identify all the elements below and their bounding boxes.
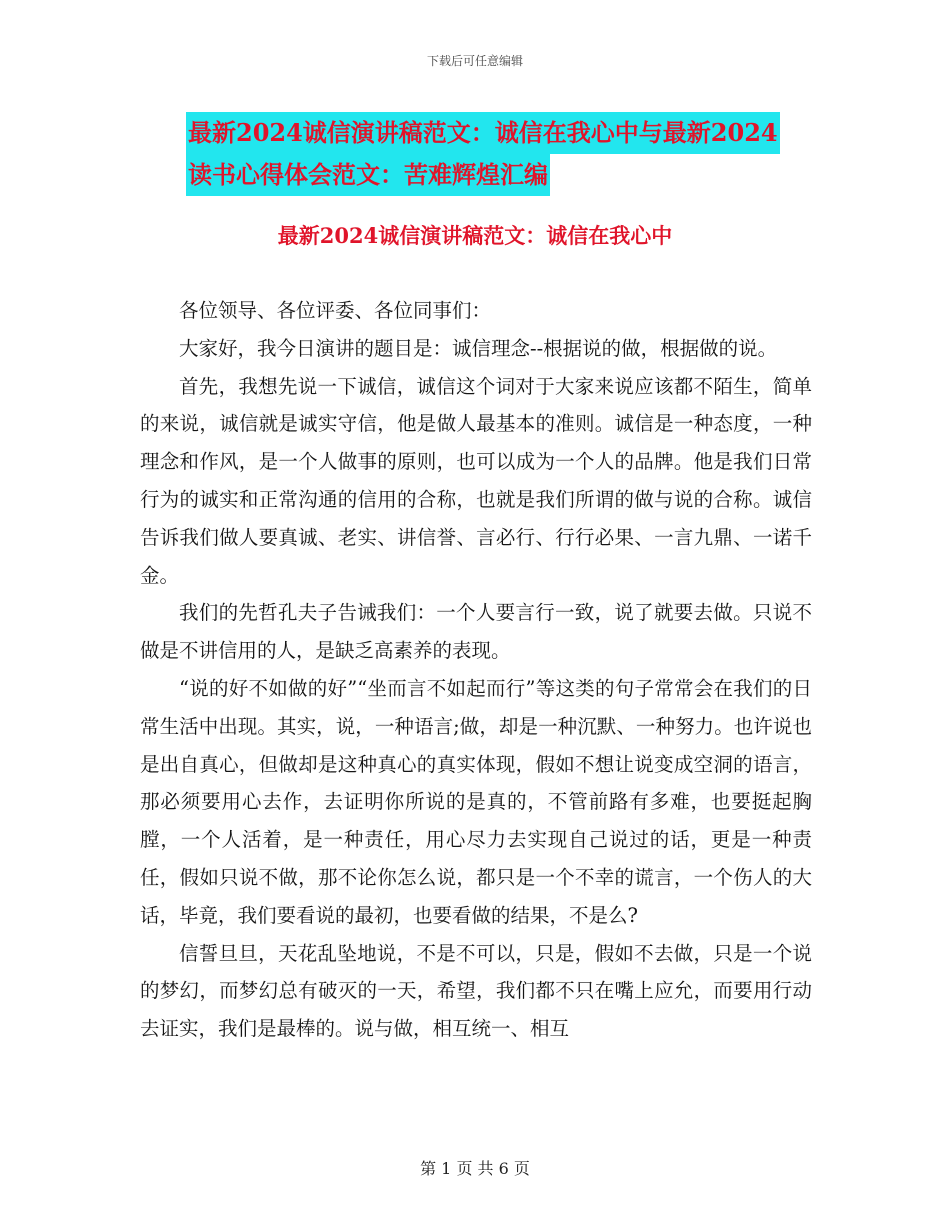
section-title: 最新2024诚信演讲稿范文：诚信在我心中	[277, 223, 673, 248]
document-body	[140, 292, 812, 1048]
page-footer: 第 1 页 共 6 页	[420, 1159, 530, 1178]
paragraph: 我们的先哲孔夫子告诫我们：一个人要言行一致，说了就要去做。只说不做是不讲信用的人，是缺乏高素养的表现。	[140, 601, 812, 663]
paragraph-salutation: 各位领导、各位评委、各位同事们：	[179, 299, 492, 322]
paragraph: “说的好不如做的好”“坐而言不如起而行”等这类的句子常常会在我们的日常生活中出现。其实，说，一种语言;做，却是一种沉默、一种努力。也许说也是出自真心，但做却是这种真心的真实体现，假如不想让说变成空洞的语言，那必须要用心去作，去证明你所说的是真的，不管前路有多难，也要挺起胸膛，一个人活着，是一种责任，用心尽力去实现自己说过的话，更是一种责任，假如只说不做，那不论你怎么说，都只是一个不幸的谎言，一个伤人的大话，毕竟，我们要看说的最初，也要看做的结果，不是么?	[140, 676, 812, 927]
document-title	[186, 112, 826, 196]
header-note: 下载后可任意编辑	[426, 54, 523, 68]
paragraph: 信誓旦旦，天花乱坠地说，不是不可以，只是，假如不去做，只是一个说的梦幻，而梦幻总有破灭的一天，希望，我们都不只在嘴上应允，而要用行动去证实，我们是最棒的。说与做，相互统一、相互	[140, 941, 812, 1041]
paragraph: 大家好，我今日演讲的题目是：诚信理念--根据说的做，根据做的说。	[179, 336, 778, 360]
document-title-line-1: 最新2024诚信演讲稿范文：诚信在我心中与最新2024	[186, 112, 780, 154]
document-title-line-2: 读书心得体会范文：苦难辉煌汇编	[186, 154, 550, 196]
paragraph: 首先，我想先说一下诚信，诚信这个词对于大家来说应该都不陌生，简单的来说，诚信就是诚实守信，他是做人最基本的准则。诚信是一种态度，一种理念和作风，是一个人做事的原则，也可以成为一个人的品牌。他是我们日常行为的诚实和正常沟通的信用的合称，也就是我们所谓的做与说的合称。诚信告诉我们做人要真诚、老实、讲信誉、言必行、行行必果、一言九鼎、一诺千金。	[140, 374, 812, 587]
